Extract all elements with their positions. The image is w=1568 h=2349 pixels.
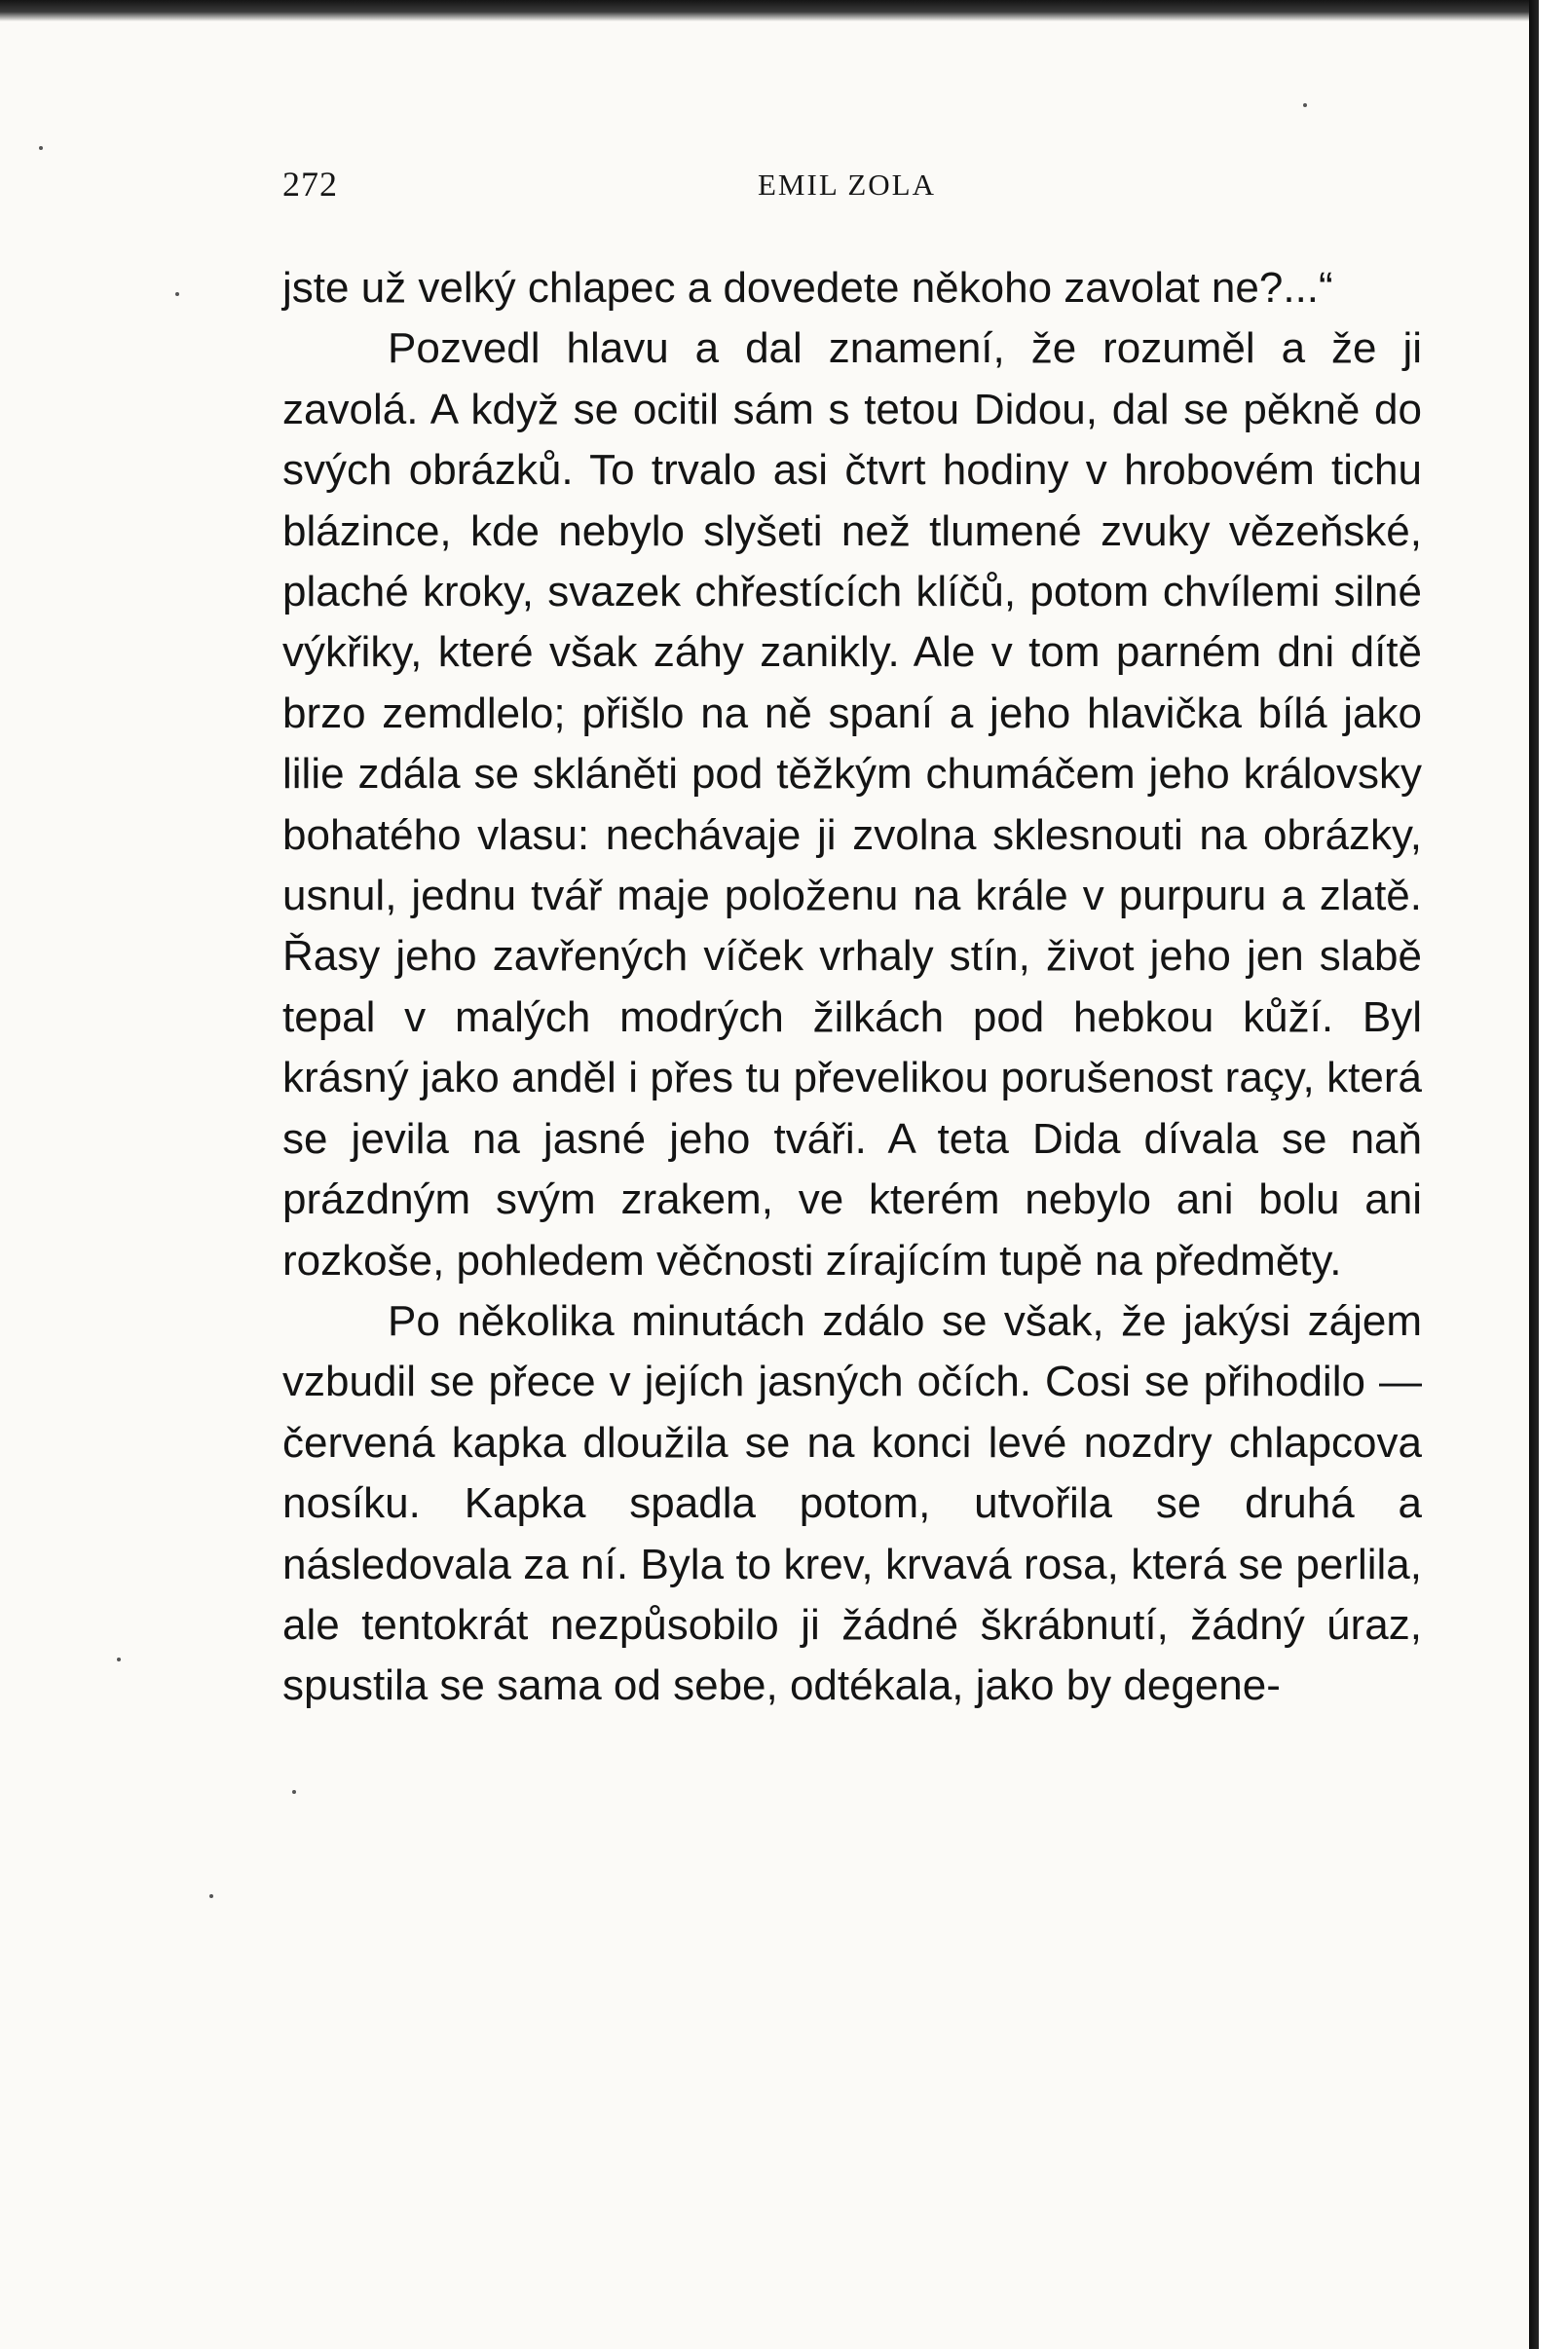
scan-binding-edge (1529, 0, 1539, 2349)
page-body (282, 258, 1422, 1717)
scan-speck (1303, 103, 1307, 107)
page-header (0, 164, 1529, 212)
paragraph-3: Po několika minutách zdálo se však, že jakýsi zájem vzbudil se přece v jejích jasných očích. Cosi se přihodilo — červená kapka dloužila se na konci levé nozdry chlapcova nosíku. Kapka spadla potom, utvořila se druhá a následovala za ní. Byla to krev, krvavá rosa, která se perlila, ale tentokrát nezpůsobilo ji žádné škrábnutí, žádný úraz, spustila se sama od sebe, odtékala, jako by degene- (282, 1296, 1422, 1710)
scan-speck (117, 1658, 121, 1661)
running-title: EMIL ZOLA (758, 168, 937, 202)
paragraph-continued: jste už velký chlapec a dovedete někoho zavolat ne?...“ (282, 264, 1333, 312)
scan-top-shadow (0, 0, 1529, 21)
scan-speck (39, 146, 43, 150)
paragraph-2: Pozvedl hlavu a dal znamení, že rozuměl a že ji zavolá. A když se ocitil sám s tetou Didou, dal se pěkně do svých obrázků. To trvalo asi čtvrt hodiny v hrobovém tichu blázince, kde nebylo slyšeti než tlumené zvuky vězeňské, plaché kroky, svazek chřestících klíčů, potom chvílemi silné výkřiky, které však záhy zanikly. Ale v tom parném dni dítě brzo zemdlelo; přišlo na ně spaní a jeho hlavička bílá jako lilie zdála se skláněti pod těžkým chumáčem jeho královsky bohatého vlasu: nechávaje ji zvolna sklesnouti na obrázky, usnul, jednu tvář maje položenu na krále v purpuru a zlatě. Řasy jeho zavřených víček vrhaly stín, život jeho jen slabě tepal v malých modrých žilkách pod hebkou kůží. Byl krásný jako anděl i přes tu převelikou porušenost raçy, která se jevila na jasné jeho tváři. A teta Dida dívala se naň prázdným svým zrakem, ve kterém nebylo ani bolu ani rozkoše, pohledem věčnosti zírajícím tupě na předměty. (282, 324, 1422, 1285)
page-number: 272 (282, 165, 338, 204)
scan-speck (175, 292, 179, 296)
scan-speck (209, 1894, 213, 1898)
scan-speck (292, 1790, 296, 1794)
